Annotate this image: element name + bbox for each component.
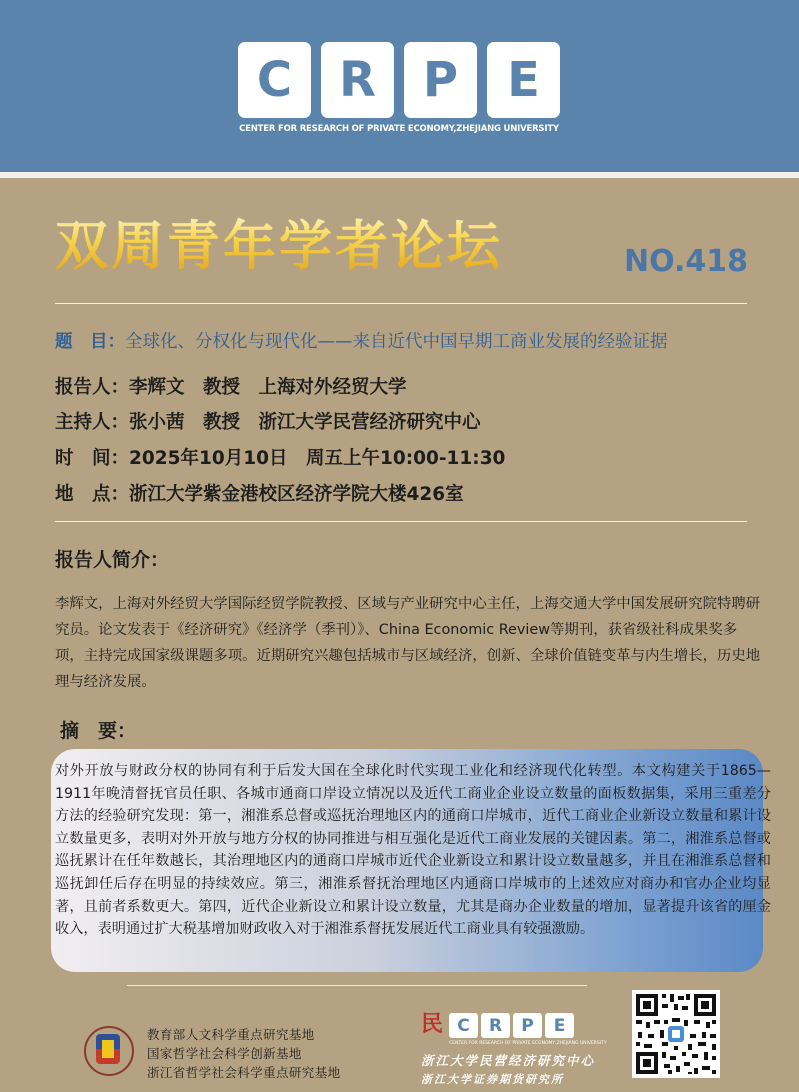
- crpe-logo: [238, 42, 560, 118]
- forum-title: 双周青年学者论坛: [55, 212, 503, 282]
- place-line: 地 点：浙江大学紫金港校区经济学院大楼426室: [55, 484, 464, 505]
- talk-topic: [55, 328, 668, 353]
- abstract-heading: 摘 要：: [60, 720, 137, 742]
- mini-letter-c: C: [449, 1013, 478, 1038]
- topic-text: 全球化、分权化与现代化——来自近代中国早期工商业发展的经验证据: [125, 332, 668, 352]
- abstract-text: 对外开放与财政分权的协同有利于后发大国在全球化时代实现工业化和经济现代化转型。本文构建关于1865—1911年晚清督抚官员任职、各城市通商口岸设立情况以及近代工商业企业设立数量的面板数据集，采用三重差分方法的经验研究发现：第一，湘淮系总督或巡抚治理地区内的通商口岸城市，近代工商业企业新设立数量和累计设立数量更多，表明对外开放与地方分权的协同推进与相互强化是近代工商业发展的关键因素。第二，湘淮系总督或巡抚累计在任年数越长，其治理地区内的通商口岸城市近代企业新设立和累计设立数量越多，并且在湘淮系总督和巡抚卸任后存在明显的持续效应。第三，湘淮系督抚治理地区内通商口岸城市的上述效应对商办和官办企业均显著，且前者系数更大。第四，近代企业新设立和累计设立数量，尤其是商办企业数量的增加，显著提升该省的厘金收入，表明通过扩大税基增加财政收入对于湘淮系督抚发展近代工商业具有较强激励。: [55, 763, 771, 938]
- mini-letter-r: R: [481, 1013, 510, 1038]
- header-divider: [0, 172, 799, 178]
- time-line: 时 间：2025年10月10日 周五上午10:00-11:30: [55, 448, 506, 469]
- speaker-line: 报告人：李辉文 教授 上海对外经贸大学: [55, 377, 407, 398]
- qr-code-icon[interactable]: [632, 990, 720, 1078]
- base-label-moe: 教育部人文科学重点研究基地: [147, 1027, 315, 1042]
- mini-letter-p: P: [513, 1013, 542, 1038]
- logo-subtitle: CENTER FOR RESEARCH OF PRIVATE ECONOMY,ZHEJIANG UNIVERSITY: [239, 124, 559, 134]
- mini-crpe-logo: [449, 1013, 574, 1038]
- logo-letter-e: E: [487, 42, 560, 118]
- center-name: 浙江大学民营经济研究中心: [421, 1053, 596, 1068]
- topic-label: 题 目：: [55, 332, 125, 352]
- footer-divider: [127, 985, 587, 986]
- mini-logo-subtitle: CENTER FOR RESEARCH OF PRIVATE ECONOMY,ZHEJIANG UNIVERSITY: [449, 1041, 607, 1046]
- bio-heading: 报告人简介：: [55, 549, 170, 571]
- speaker-bio: 李辉文，上海对外经贸大学国际经贸学院教授、区域与产业研究中心主任，上海交通大学中国发展研究院特聘研究员。论文发表于《经济研究》《经济学（季刊）》、China Economic Review等期刊，获省级社科成果奖多项，主持完成国家级课题多项。近期研究兴趣包括城市与区域经济，创新、全球价值链变革与内生增长，历史地理与经济发展。: [55, 596, 761, 690]
- logo-letter-c: C: [238, 42, 311, 118]
- mini-letter-e: E: [545, 1013, 574, 1038]
- title-divider: [55, 303, 747, 304]
- logo-letter-r: R: [321, 42, 394, 118]
- logo-letter-p: P: [404, 42, 477, 118]
- moe-base-emblem-icon: [84, 1026, 134, 1076]
- qr-code-graphic: [632, 990, 720, 1078]
- info-divider: [55, 521, 747, 522]
- issue-number: NO.418: [624, 244, 748, 279]
- institute-name: 浙江大学证券期货研究所: [421, 1073, 564, 1086]
- crpe-mark-icon: 民: [421, 1012, 444, 1037]
- base-label-provincial: 浙江省哲学社会科学重点研究基地: [147, 1065, 341, 1080]
- host-line: 主持人：张小茜 教授 浙江大学民营经济研究中心: [55, 412, 481, 433]
- base-label-national: 国家哲学社会科学创新基地: [147, 1046, 302, 1061]
